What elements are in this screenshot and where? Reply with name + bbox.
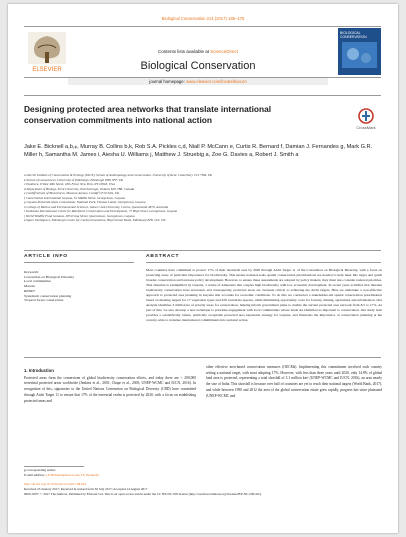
affiliation-line: a Durrell Institute of Conservation & Ecology (DICE), School of Anthropology and Conservation, University of Kent, Canterbury CT2 7NR, UK xyxy=(24,173,213,177)
crossmark-icon[interactable] xyxy=(354,107,378,131)
article-info-heading: ARTICLE INFO xyxy=(24,254,68,259)
affiliation-line: h College of Marine and Environmental Sciences, James Cook University, Cairns, Queensland 4870, Australia xyxy=(24,204,169,209)
email-label: E-mail address: xyxy=(24,472,46,477)
elsevier-tree-logo[interactable] xyxy=(26,30,68,74)
keyword: Marxan xyxy=(24,284,35,289)
abstract-rule xyxy=(146,262,381,263)
affiliation-line: e Cardiff School of Biosciences, Museum Avenue, Cardiff CF10 3AX, UK xyxy=(24,191,120,196)
email-link[interactable]: J.E.Bicknell@kent.ac.uk (J.E. Bicknell). xyxy=(45,472,100,477)
journal-reference[interactable]: Biological Conservation 214 (2017) 168–175 xyxy=(161,16,245,21)
received-dates: Received 23 January 2017; Received in revised form 30 July 2017; Accepted 14 August 2017 xyxy=(24,486,148,491)
homepage-prefix: journal homepage: xyxy=(149,79,187,84)
author-list: Jake E. Bicknell a,b,⁎, Murray B. Collins b,k, Rob S.A. Pickles c,d, Niall P. McCann e, Curtis R. Bernard f, Damian J. Fernandes g, Mark G.R. Miller h, Samantha M. James i, Aiesha U. Williams j, Matthew J. Struebig a, Zoe G. Davies a, Robert J. Smith a xyxy=(24,144,373,158)
footnote-rule xyxy=(24,466,84,467)
publisher-logo-text: ELSEVIER xyxy=(32,67,62,73)
body-column-left xyxy=(24,368,196,404)
affiliation-line: d Department of Biology, Trent University, Peterborough, Ontario K9J 7B8, Canada xyxy=(24,186,135,191)
abstract-text: Most countries have committed to protect 17% of their terrestrial area by 2020 through Aichi Target 11 of the Convention on Biological Diversity, with a focus on protecting areas of particular importance for biodiversity. This means national-scale spatial conservation prioritisations are needed to help meet this target and guide broader conservation and land-use policy development. However, to ensure these assessments are adopted by policy makers, they must also consider national priorities. This situation is exemplified by Guyana, a centre of Amazonia that couples high biodiversity with low economic development. In recent years activities that threaten biodiversity conservation have increased, and consequently, protected areas are overseen critical to achieving the Aichi targets. Here we undertake a cost-effective approach to protected area planning in Guyana that accounts for economic conditions. To do this we conducted a stakeholder-led spatial conservation prioritisation based on meeting targets for 17 vegetation types and 329 vertebrate species, while minimising opportunity costs for forestry, mining, agriculture and urbanisation. Our analysis identifies 3 million ha of priority areas for conservation, helping inform government plans to double the current protected area network from 8.5 to 17%. As part of this, we also develop a new technique to prioritise engagement with local communities whose lands are identified as important to conservation. Our study both provides a scientifically robust, politically acceptable protected area expansion strategy for Guyana, and illustrates the importance of conservation planning at the country-wide to translate international commitments into national action. xyxy=(146,268,382,323)
doi-link[interactable]: http://dx.doi.org/10.1016/j.biocon.2017.08.024 xyxy=(24,481,86,486)
affiliation-line: i Iwokrama International Centre for Rainforest Conservation and Development, 77 High Street, Georgetown, Guyana xyxy=(24,209,178,214)
introduction-heading: 1. Introduction xyxy=(24,368,54,373)
journal-homepage xyxy=(68,78,328,85)
abstract-heading: ABSTRACT xyxy=(146,254,180,259)
keywords-block xyxy=(24,270,134,303)
journal-title: Biological Conservation xyxy=(140,60,256,72)
contents-prefix: Contents lists available at xyxy=(157,49,211,54)
body-divider xyxy=(24,357,381,358)
license-line: 0006-3207/ © 2017 The Authors. Published by Elsevier Ltd. This is an open access article under the CC BY-NC-ND license (http://creativecommons.org/licenses/BY-NC-ND/4.0/). xyxy=(24,491,262,496)
cover-title: BIOLOGICAL CONSERVATION xyxy=(340,31,367,39)
affiliation-line: f Conservation International Guyana, 91 Middle Street, Georgetown, Guyana xyxy=(24,195,125,200)
section-divider xyxy=(24,250,381,251)
keyword: REDD+ xyxy=(24,288,36,293)
header-divider xyxy=(24,95,381,96)
footnotes xyxy=(24,468,381,497)
keyword: Systematic conservation planning xyxy=(24,293,72,298)
article-page xyxy=(8,4,398,533)
keyword: Convention on Biological Diversity xyxy=(24,274,75,279)
crossmark-label: CrossMark xyxy=(356,125,376,130)
affiliation-line: b School of Geosciences, University of Edinburgh, Edinburgh EH9 3FF, UK xyxy=(24,177,124,182)
keywords-label: Keywords: xyxy=(24,270,40,274)
body-text-left: Protected areas form the cornerstone of global biodiversity conservation efforts, and today there are > 200,000 terrestrial protected areas worldwide (Jenkins et al., 2001; Chape et al., 2005; UNEP-WCMC and IUCN, 2016). In recognition of this, signatories to the United Nations Convention on Biological Diversity (CBD) have committed through Aichi Target 11 to ensure that 17% of the terrestrial realm is protected by 2020, with a focus on establishing protected areas and xyxy=(24,375,196,403)
affiliation-line: k Space Intelligence, Edinburgh Centre for Carbon Innovation, High School Yards, Edinburgh EH1 1LZ, UK xyxy=(24,218,166,223)
affiliation-line: g Guyana Protected Areas Commission, National Park, Thomas Lands, Georgetown, Guyana xyxy=(24,200,146,205)
article-title: Designing protected area networks that translate international conservation commitments into national action xyxy=(24,104,272,125)
keyword: Tropical forest conservation xyxy=(24,298,64,303)
affiliation-line: j World Wildlife Fund Guianas, 285 Irving Street, Queenstown, Georgetown, Guyana xyxy=(24,213,135,218)
email-line xyxy=(24,473,381,478)
contents-line xyxy=(68,49,328,54)
affiliations xyxy=(24,173,384,223)
keyword: Local communities xyxy=(24,279,51,284)
sciencedirect-link[interactable]: ScienceDirect xyxy=(210,49,239,54)
article-info-rule xyxy=(24,262,134,263)
homepage-link[interactable]: www.elsevier.com/locate/biocon xyxy=(186,79,247,84)
affiliation-line: c Panthera, 8 West 40th Street, 18th Floor, New York, NY 10018, USA xyxy=(24,182,115,187)
body-column-right: other effective area-based conservation measures (OECMs). Implementing this commitment involved each country setting a national target, with most adopting 17%. However, with less than three years until 2020, only 14.8% of global land area is protected, representing a total shortfall of 3.1 million km² (UNEP-WCMC and IUCN, 2016), an area nearly the size of India. This shortfall is because over half of countries are yet to reach their national targets (World Bank, 2017), and while between 1990 and 2012 the area of the global conservation estate grew rapidly, progress has since plateaued (UNEP-WCMC and xyxy=(206,365,382,398)
corresponding-author-note: ⁎ Corresponding author. xyxy=(24,468,56,472)
